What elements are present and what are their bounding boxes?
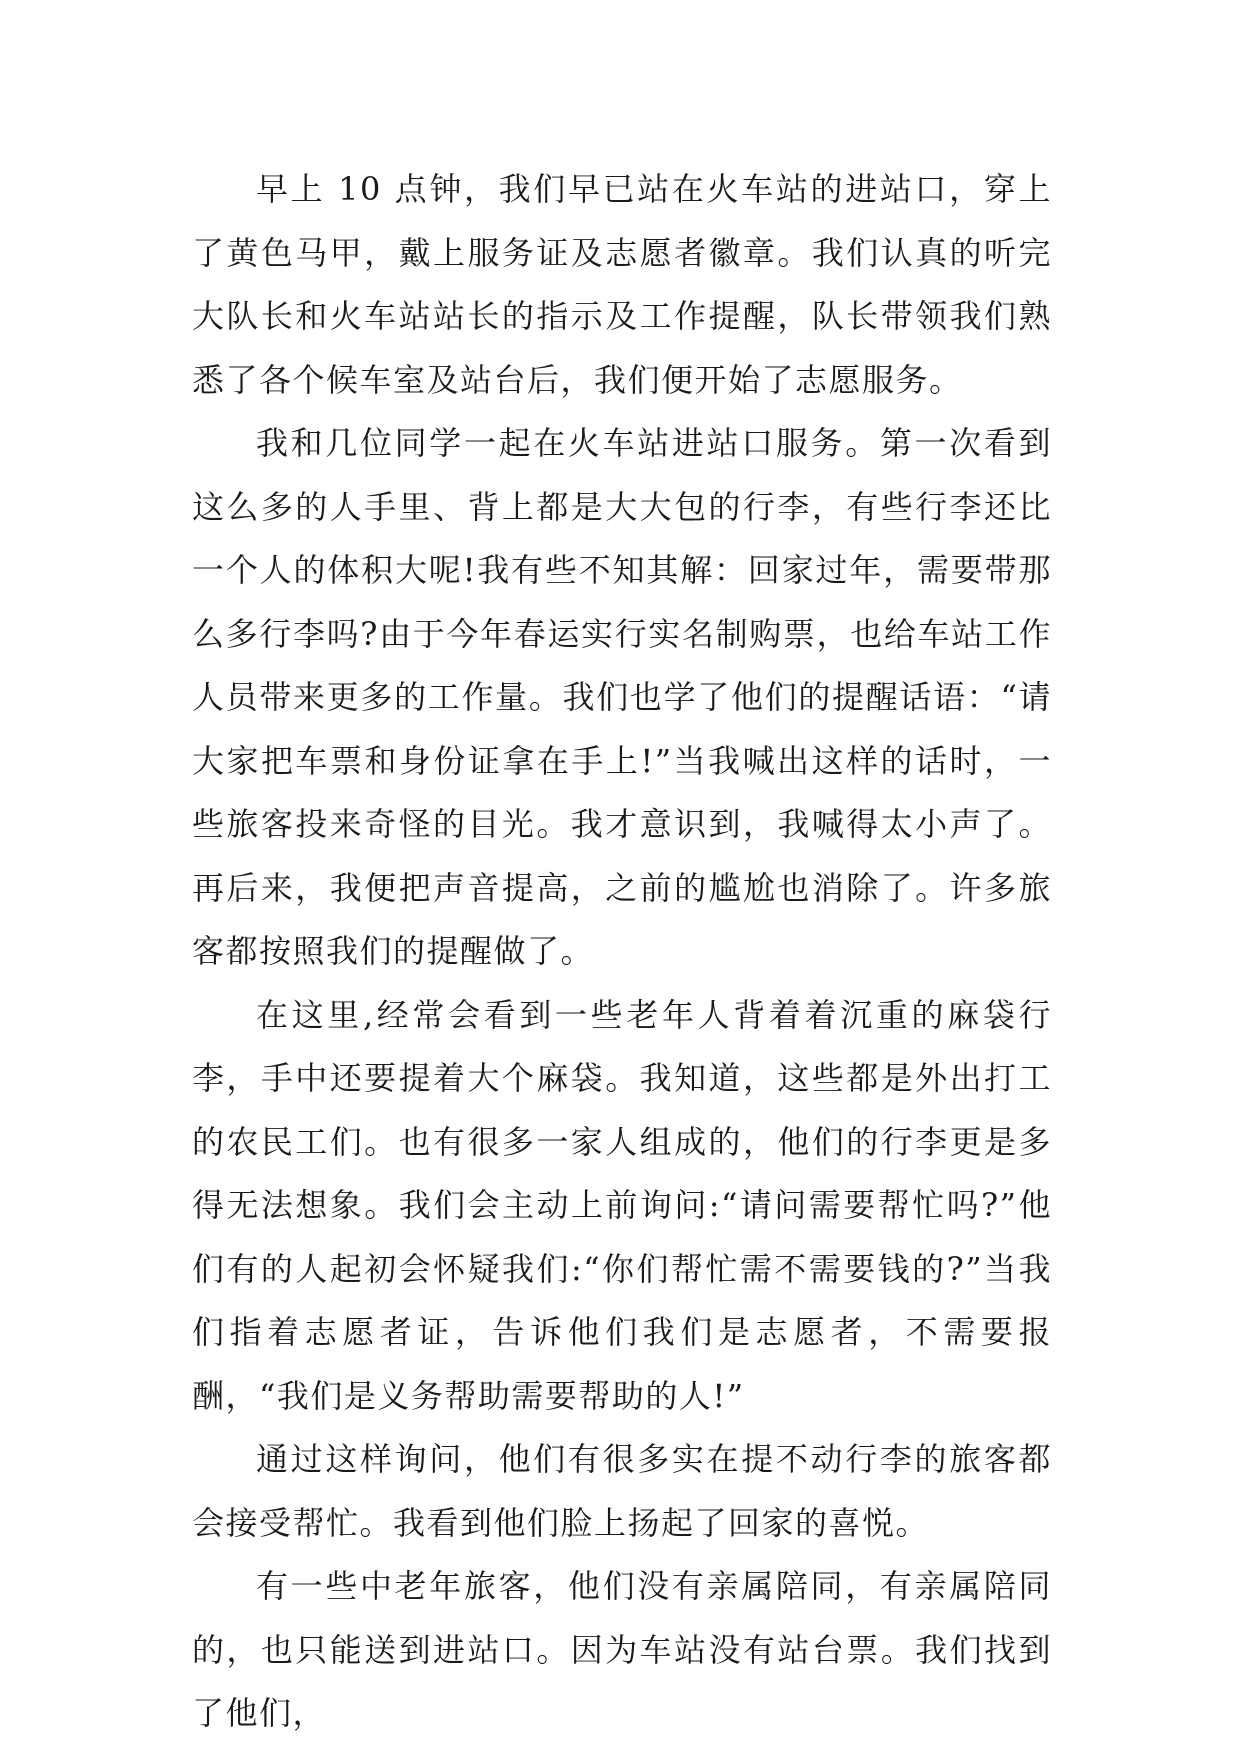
- paragraph-4: 通过这样询问，他们有很多实在提不动行李的旅客都会接受帮忙。我看到他们脸上扬起了回家的喜悦。: [192, 1440, 1052, 1542]
- paragraph-2: 我和几位同学一起在火车站进站口服务。第一次看到这么多的人手里、背上都是大大包的行李，有些行李还比一个人的体积大呢!我有些不知其解：回家过年，需要带那么多行李吗?由于今年春运实行实名制购票，也给车站工作人员带来更多的工作量。我们也学了他们的提醒话语：“请大家把车票和身份证拿在手上!”当我喊出这样的话时，一些旅客投来奇怪的目光。我才意识到，我喊得太小声了。再后来，我便把声音提高，之前的尴尬也消除了。许多旅客都按照我们的提醒做了。: [192, 424, 1052, 970]
- document-body: [192, 158, 1052, 1746]
- paragraph-5: 有一些中老年旅客，他们没有亲属陪同，有亲属陪同的，也只能送到进站口。因为车站没有站台票。我们找到了他们，: [192, 1567, 1052, 1732]
- paragraph-3: 在这里,经常会看到一些老年人背着着沉重的麻袋行李，手中还要提着大个麻袋。我知道，这些都是外出打工的农民工们。也有很多一家人组成的，他们的行李更是多得无法想象。我们会主动上前询问:“请问需要帮忙吗?”他们有的人起初会怀疑我们:“你们帮忙需不需要钱的?”当我们指着志愿者证，告诉他们我们是志愿者，不需要报酬，“我们是义务帮助需要帮助的人!”: [192, 995, 1052, 1415]
- paragraph-1: 早上 10 点钟，我们早已站在火车站的进站口，穿上了黄色马甲，戴上服务证及志愿者徽章。我们认真的听完大队长和火车站站长的指示及工作提醒，队长带领我们熟悉了各个候车室及站台后，我们便开始了志愿服务。: [192, 170, 1052, 399]
